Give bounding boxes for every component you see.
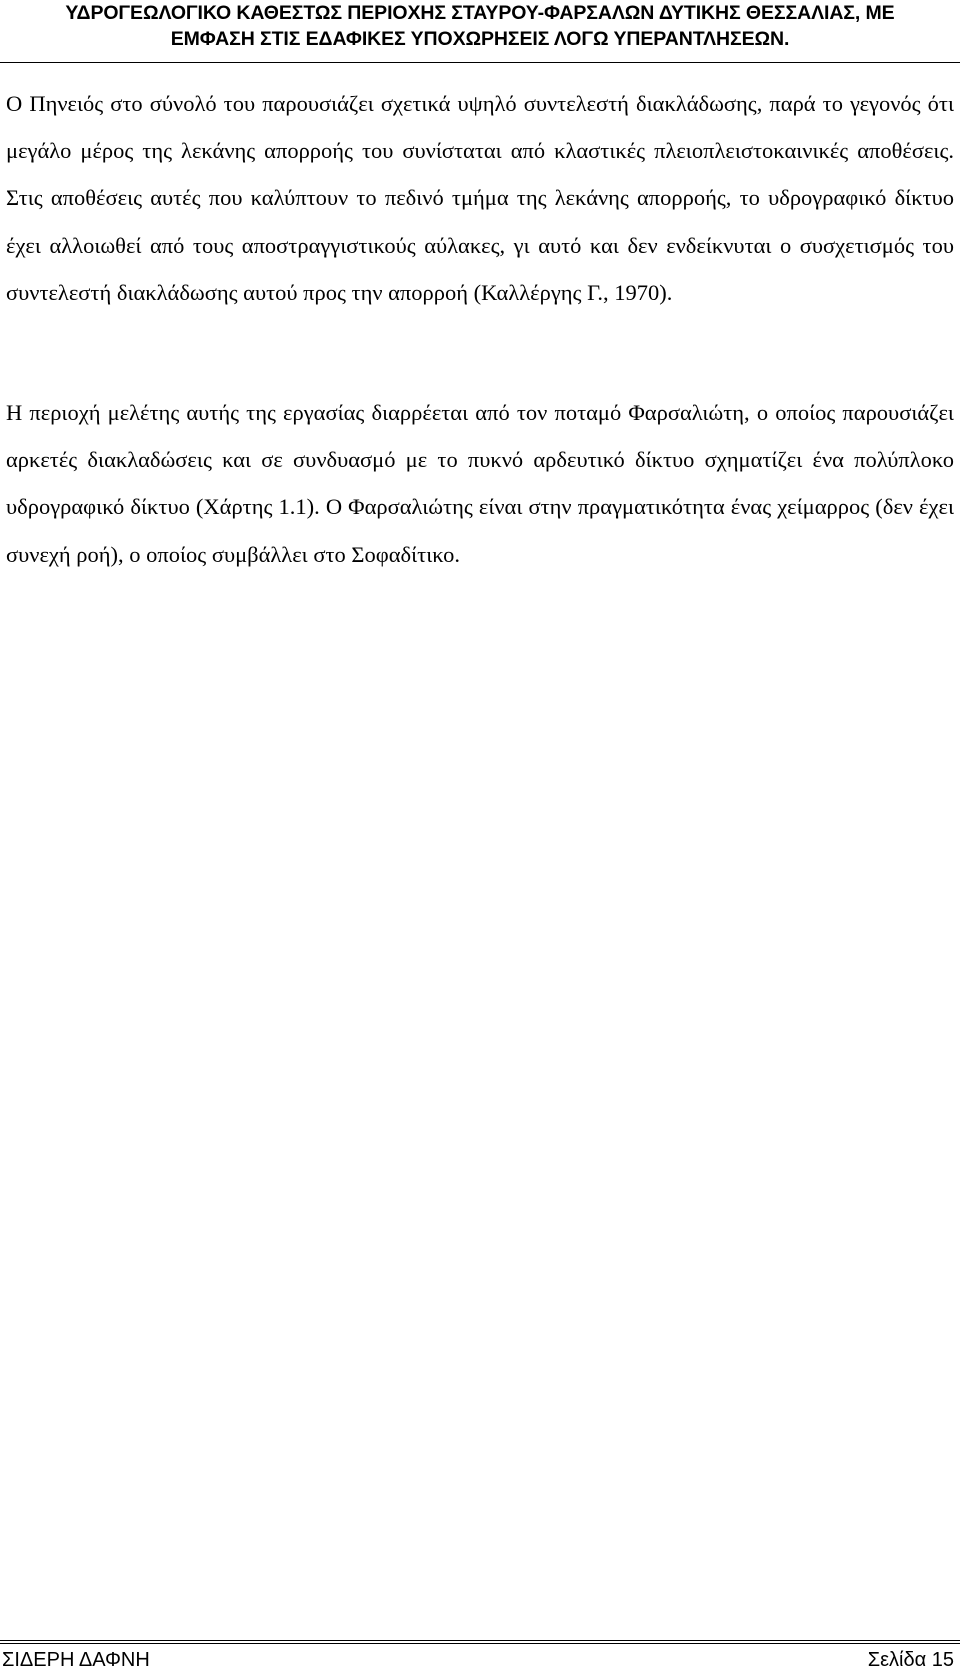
header-divider — [0, 62, 960, 63]
body-paragraph-2: Η περιοχή μελέτης αυτής της εργασίας διαρρέεται από τον ποταμό Φαρσαλιώτη, ο οποίος παρουσιάζει αρκετές διακλαδώσεις και σε συνδυασμό με το πυκνό αρδευτικό δίκτυο σχηματίζει ένα πολύπλοκο υδρογραφικό δίκτυο (Χάρτης 1.1). Ο Φαρσαλιώτης είναι στην πραγματικότητα ένας χείμαρρος (δεν έχει συνεχή ροή), ο οποίος συμβάλλει στο Σοφαδίτικο. — [6, 400, 954, 567]
footer-divider-bottom — [0, 1643, 960, 1644]
body-paragraph-block-2 — [6, 389, 954, 578]
header-title-line-2: ΕΜΦΑΣΗ ΣΤΙΣ ΕΔΑΦΙΚΕΣ ΥΠΟΧΩΡΗΣΕΙΣ ΛΟΓΩ ΥΠΕΡΑΝΤΛΗΣΕΩΝ. — [170, 28, 790, 50]
footer-divider-top — [0, 1640, 960, 1641]
running-header — [0, 0, 960, 52]
body-paragraph-block-1 — [6, 80, 954, 316]
running-footer — [0, 1646, 960, 1674]
header-title-line-1: ΥΔΡΟΓΕΩΛΟΓΙΚΟ ΚΑΘΕΣΤΩΣ ΠΕΡΙΟΧΗΣ ΣΤΑΥΡΟΥ-ΦΑΡΣΑΛΩΝ ΔΥΤΙΚΗΣ ΘΕΣΣΑΛΙΑΣ, ΜΕ — [65, 2, 895, 24]
footer-author: ΣΙΔΕΡΗ ΔΑΦΝΗ — [2, 1649, 150, 1671]
footer-page-number: Σελίδα 15 — [867, 1649, 954, 1671]
body-paragraph-1: Ο Πηνειός στο σύνολό του παρουσιάζει σχετικά υψηλό συντελεστή διακλάδωσης, παρά το γεγονός ότι μεγάλο μέρος της λεκάνης απορροής του συνίσταται από κλαστικές πλειοπλειστοκαινικές αποθέσεις. Στις αποθέσεις αυτές που καλύπτουν το πεδινό τμήμα της λεκάνης απορροής, το υδρογραφικό δίκτυο έχει αλλοιωθεί από τους αποστραγγιστικούς αύλακες, γι αυτό και δεν ενδείκνυται ο συσχετισμός του συντελεστή διακλάδωσης αυτού προς την απορροή (Καλλέργης Γ., 1970). — [6, 91, 954, 305]
